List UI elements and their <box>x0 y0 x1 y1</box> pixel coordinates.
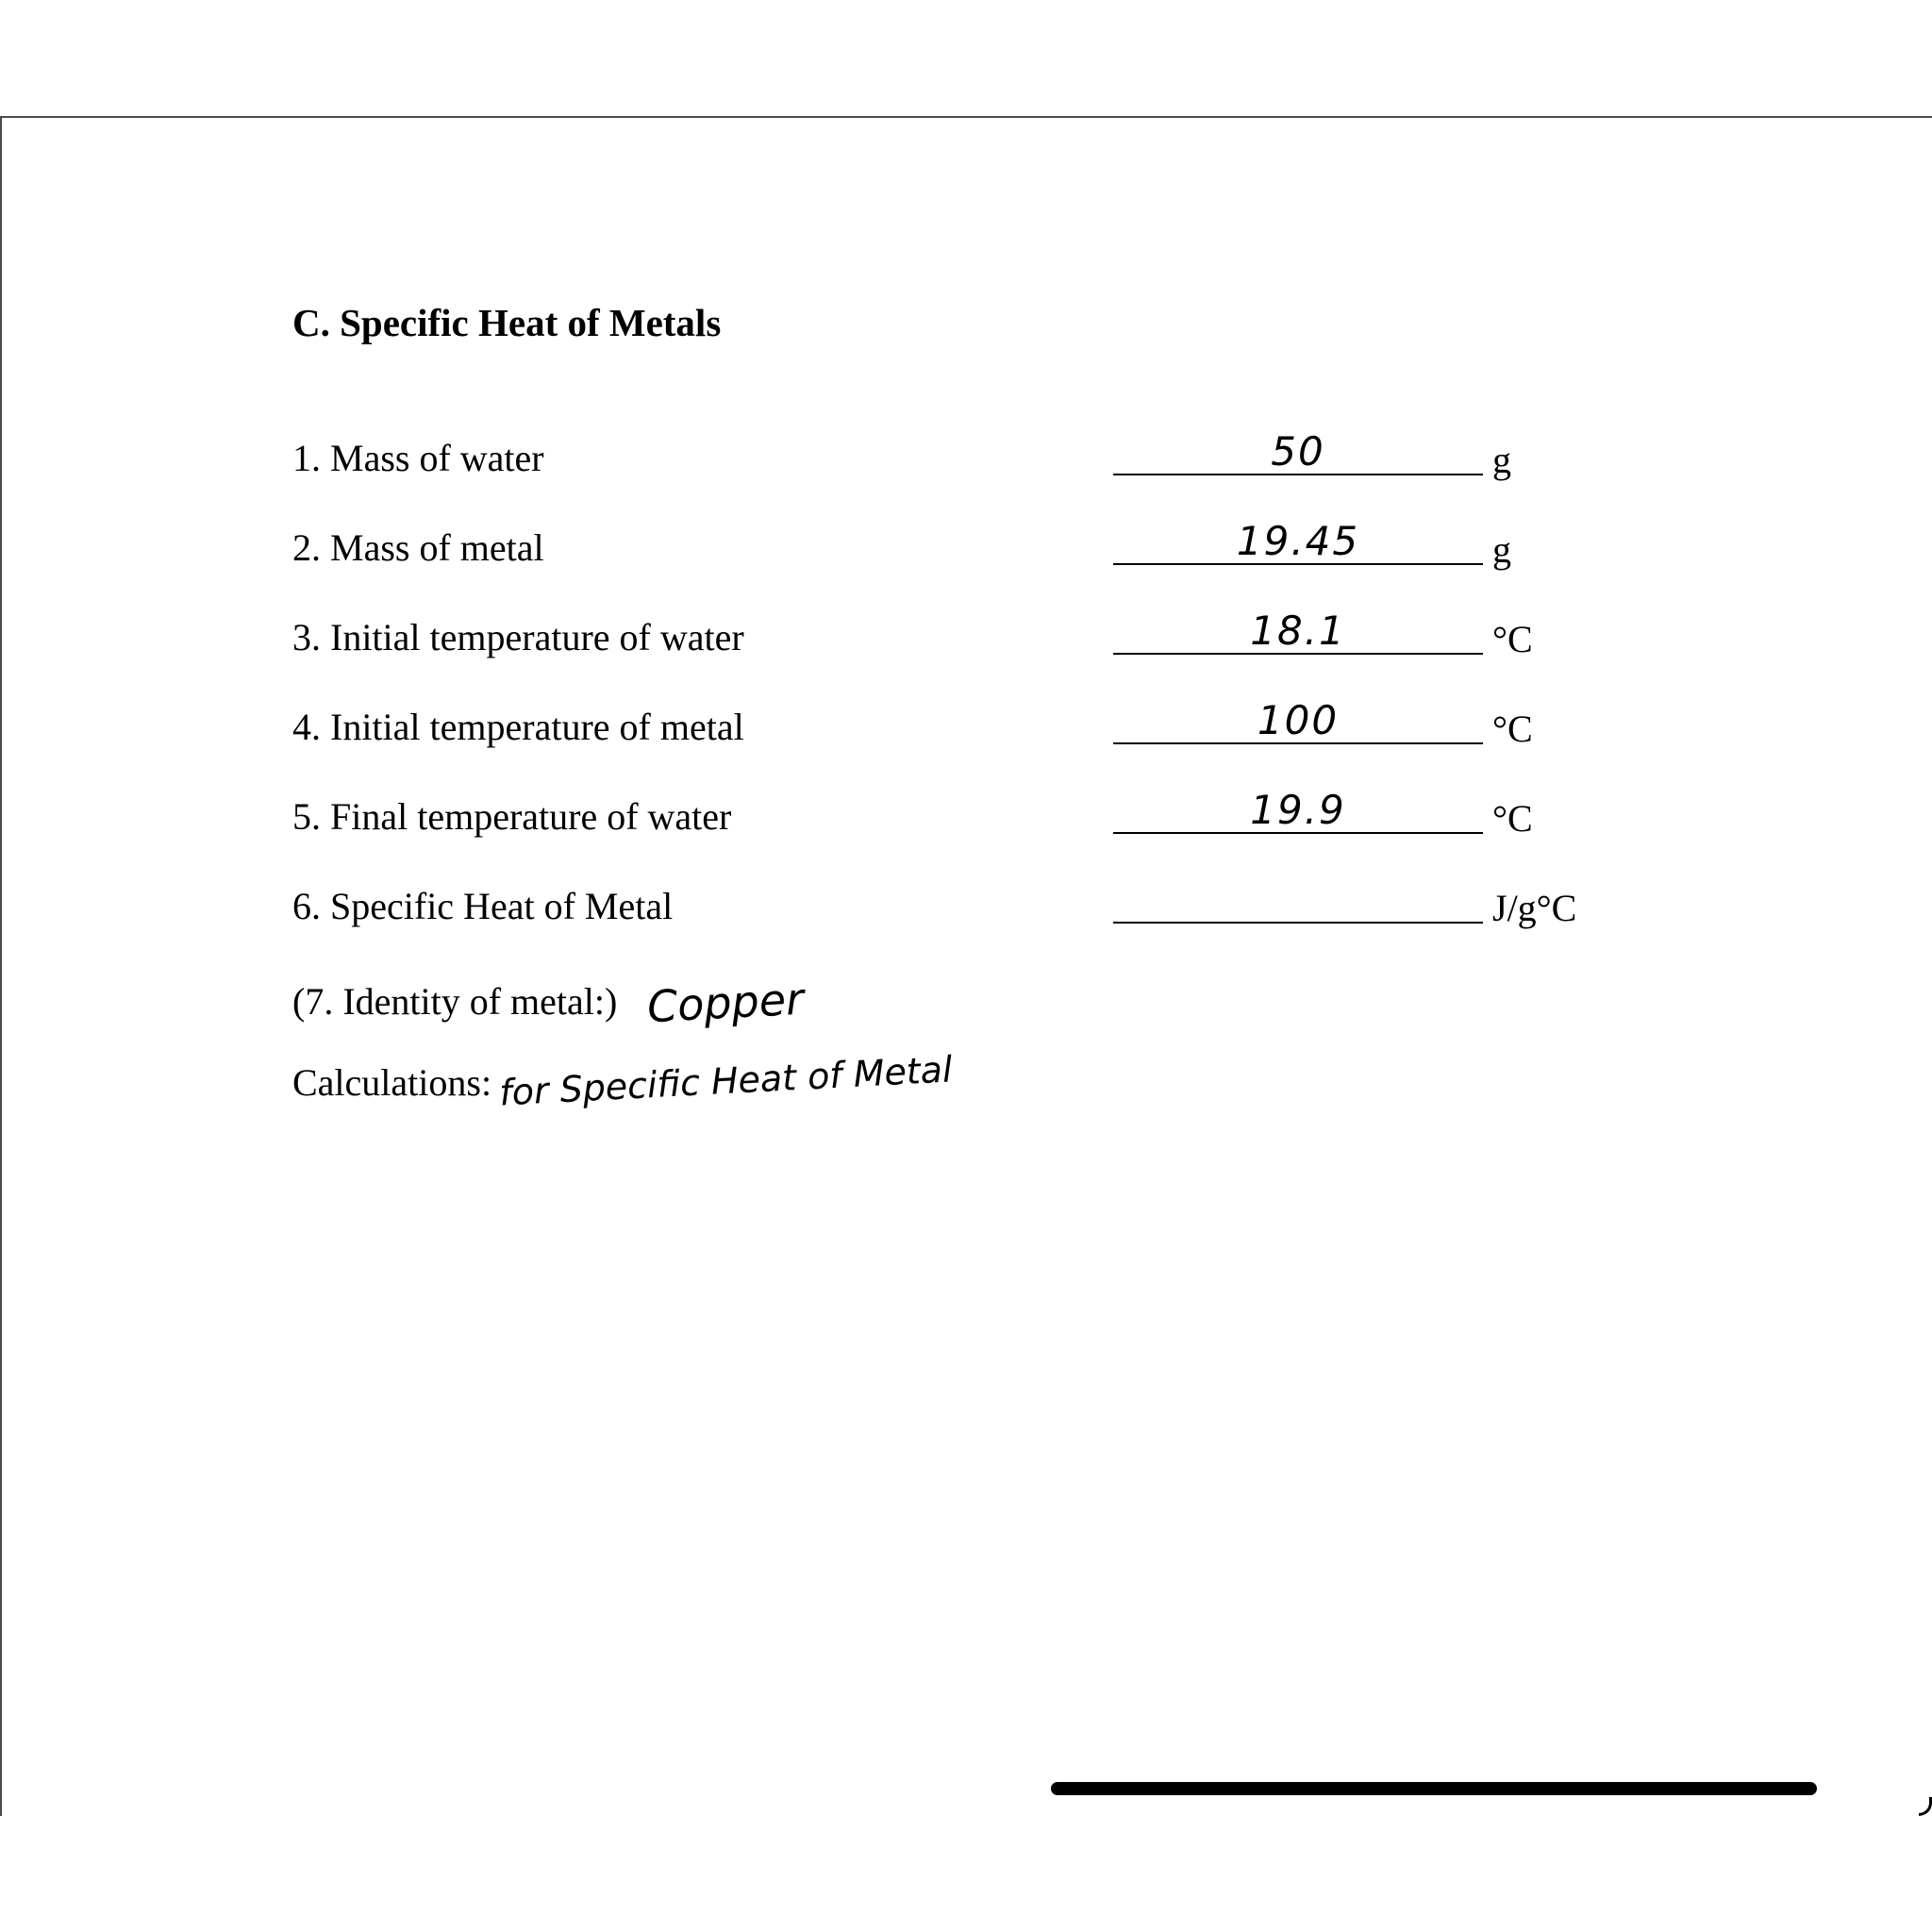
metal-identity-line <box>292 973 806 1033</box>
row-mass-of-metal <box>0 518 1932 601</box>
calculations-line <box>292 1048 954 1114</box>
metal-identity-value[interactable]: Copper <box>646 973 806 1033</box>
row-label: 6. Specific Heat of Metal <box>292 885 674 927</box>
row-initial-temperature-metal <box>0 697 1932 780</box>
handwritten-value[interactable]: 18.1 <box>1250 608 1346 654</box>
page-top-border <box>0 116 1932 118</box>
page-left-border <box>0 116 2 1816</box>
row-label: 4. Initial temperature of metal <box>292 706 744 748</box>
row-label: 3. Initial temperature of water <box>292 616 744 658</box>
unit-label: g <box>1492 439 1511 481</box>
row-final-temperature-water <box>0 787 1932 870</box>
unit-label: g <box>1492 528 1511 571</box>
handwritten-value[interactable]: 100 <box>1257 697 1340 743</box>
unit-label: °C <box>1492 618 1533 660</box>
unit-label: J/g°C <box>1492 887 1577 929</box>
calculations-label: Calculations: <box>292 1061 492 1104</box>
calculations-handwritten-note[interactable]: for Specific Heat of Metal <box>498 1048 954 1114</box>
page-corner-mark <box>1919 1797 1932 1816</box>
handwritten-value[interactable]: 19.9 <box>1250 787 1346 833</box>
answer-blank-line <box>1113 922 1483 924</box>
unit-label: °C <box>1492 797 1533 840</box>
unit-label: °C <box>1492 708 1533 750</box>
row-label: 5. Final temperature of water <box>292 795 732 838</box>
section-heading: C. Specific Heat of Metals <box>292 301 722 344</box>
metal-identity-label: (7. Identity of metal:) <box>292 980 618 1023</box>
home-indicator-bar[interactable] <box>1051 1782 1817 1795</box>
row-initial-temperature-water <box>0 608 1932 691</box>
row-mass-of-water <box>0 428 1932 511</box>
handwritten-value[interactable]: 19.45 <box>1236 518 1360 564</box>
row-specific-heat-metal <box>0 884 1932 959</box>
handwritten-value[interactable]: 50 <box>1271 428 1325 475</box>
row-label: 2. Mass of metal <box>292 526 544 569</box>
row-label: 1. Mass of water <box>292 437 544 479</box>
